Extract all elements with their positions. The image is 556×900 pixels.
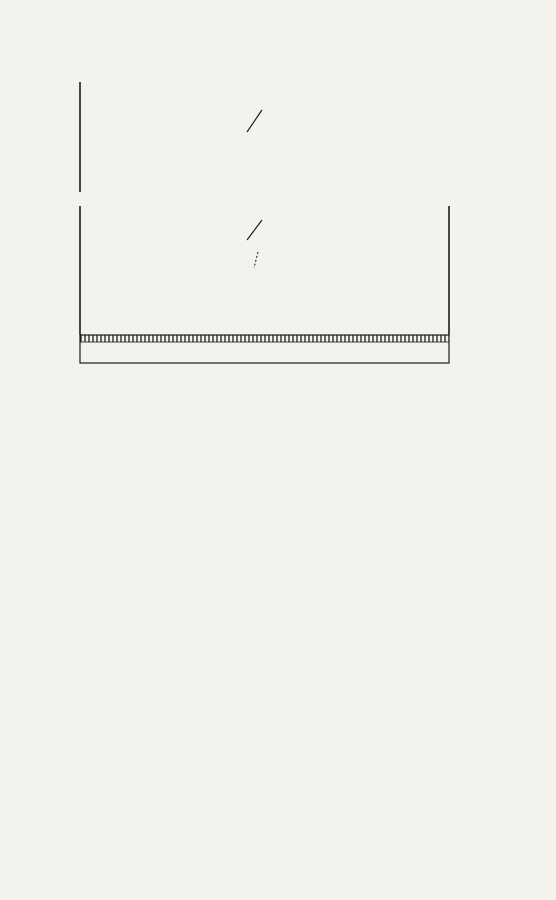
year-strip-hatch [80, 335, 449, 342]
figure-57 [0, 0, 556, 380]
body-text [82, 462, 500, 467]
series-2-leader [247, 220, 262, 240]
series-3-leader [254, 252, 258, 268]
series-1-leader [247, 110, 262, 132]
